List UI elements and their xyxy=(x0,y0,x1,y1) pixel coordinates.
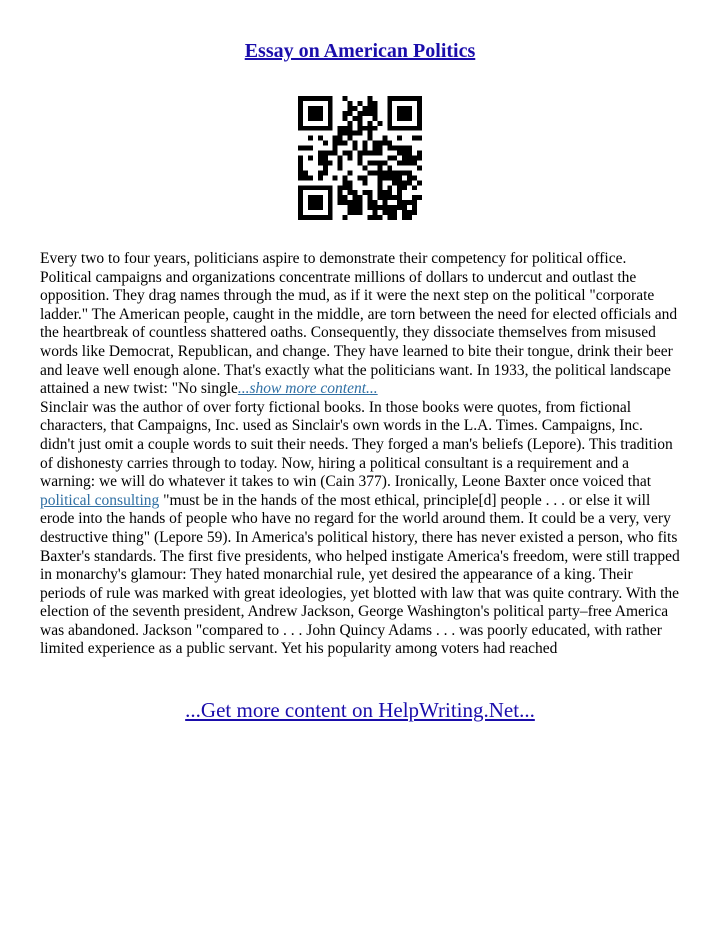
essay-body xyxy=(40,250,680,659)
paragraph-1-text: Every two to four years, politicians aspire to demonstrate their competency for political office. Political campaigns and organizations concentrate millions of dollars to undercut and outlast the opposition. They drag names through the mud, as if it were the next step on the political "corporate ladder." The American people, caught in the middle, are torn between the need for elected officials and the heartbreak of countless shattered oaths. Consequently, they dissociate themselves from misused words like Democrat, Republican, and change. They have learned to bite their tongue, drink their beer and leave well enough alone. That's exactly what the politicians want. In 1933, the political landscape attained a new twist: "No single xyxy=(40,250,678,398)
paragraph-2-text-b: "must be in the hands of the most ethical, principle[d] people . . . or else it will erode into the hands of people who have no regard for the world around them. It could be a very, very destructive thing" (Lepore 59). In America's political history, there has never existed a person, who fits Baxter's standards. The first five presidents, who helped instigate America's freedom, were still trapped in monarchy's glamour: They hated monarchial rule, yet desired the appearance of a king. Their periods of rule was marked with great ideologies, yet blotted with law that was quite contrary. With the election of the seventh president, Andrew Jackson, George Washington's political party–free America was abandoned. Jackson "compared to . . . John Quincy Adams . . . was poorly educated, with rather limited experience as a public servant. Yet his popularity among voters had reached xyxy=(40,491,680,658)
get-more-content xyxy=(0,698,720,723)
paragraph-2-text-a: Sinclair was the author of over forty fictional books. In those books were quotes, from fictional characters, that Campaigns, Inc. used as Sinclair's own words in the L.A. Times. Campaigns, Inc. didn't just omit a couple words to suit their needs. They forged a man's beliefs (Lepore). This tradition of dishonesty carries through to today. Now, hiring a political consultant is a requirement and a warning: we will do whatever it takes to win (Cain 377). Ironically, Leone Baxter once voiced that xyxy=(40,398,673,491)
page-title xyxy=(0,40,720,63)
get-more-content-link[interactable]: ...Get more content on HelpWriting.Net... xyxy=(185,698,535,722)
title-link[interactable]: Essay on American Politics xyxy=(244,40,476,62)
qr-code-icon xyxy=(298,96,422,220)
show-more-link[interactable]: ...show more content... xyxy=(237,380,378,398)
essay-paragraph-1 xyxy=(40,250,680,399)
essay-paragraph-2 xyxy=(40,399,680,659)
political-consulting-link[interactable]: political consulting xyxy=(40,491,160,509)
